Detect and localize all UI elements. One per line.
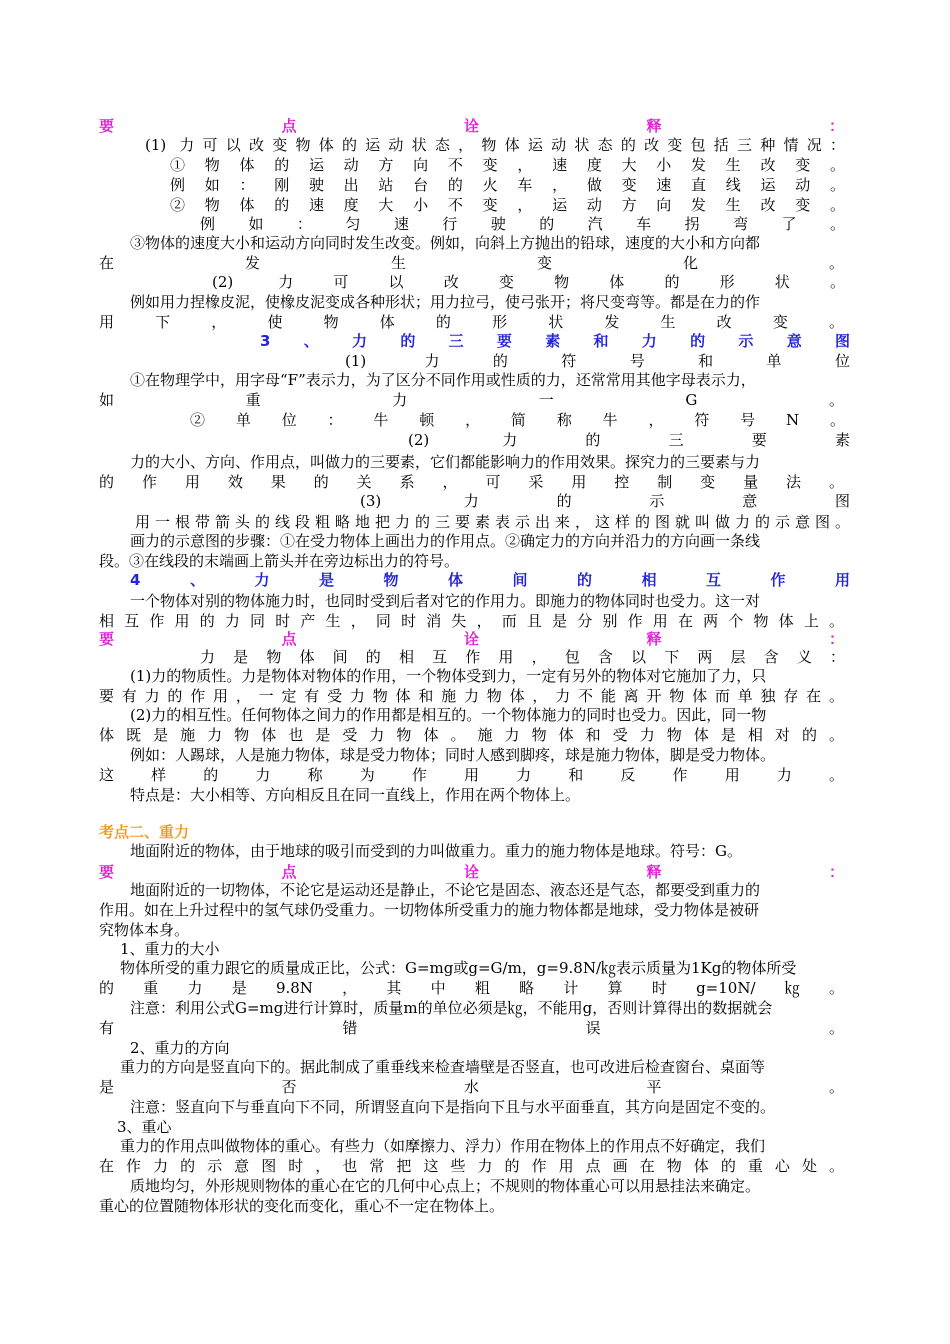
text-line: 究物体本身。	[99, 921, 190, 939]
text-line: 例如：人踢球，人是施力物体，球是受力物体；同时人感到脚疼，球是施力物体，脚是受力物体。	[130, 746, 776, 764]
text-line: 重心的位置随物体形状的变化而变化，重心不一定在物体上。	[99, 1197, 505, 1215]
text-line: 在作力的示意图时，也常把这些力的作用点画在物体的重心处。	[99, 1157, 844, 1175]
text-line: 地面附近的物体，由于地球的吸引而受到的力叫做重力。重力的施力物体是地球。符号：G。	[130, 842, 742, 860]
text-line: 这样的力称为作用力和反作用力。	[99, 766, 844, 784]
text-line: 例如：匀速行驶的汽车拐弯了。	[200, 215, 845, 233]
text-line: 有错误。	[99, 1019, 844, 1037]
text-line: (1) 力的符号和单位	[345, 352, 850, 370]
text-line: 2、重力的方向	[130, 1039, 230, 1057]
text-line: 质地均匀，外形规则物体的重心在它的几何中心点上；不规则的物体重心可以用悬挂法来确定。	[130, 1177, 761, 1195]
text-line: (1)力的物质性。力是物体对物体的作用，一个物体受到力，一定有另外的物体对它施加了力，只	[130, 667, 767, 685]
text-line: 地面附近的一切物体，不论它是运动还是静止，不论它是固态、液态还是气态，都要受到重力的	[130, 881, 761, 899]
text-line: 力是物体间的相互作用，包含以下两层含义：	[200, 648, 845, 666]
text-line: 例如用力捏橡皮泥，使橡皮泥变成各种形状；用力拉弓，使弓张开；将尺变弯等。都是在力的作	[130, 293, 761, 311]
text-line: 画力的示意图的步骤：①在受力物体上画出力的作用点。②确定力的方向并沿力的方向画一条线	[130, 532, 761, 550]
text-line: (3) 力的示意图	[360, 492, 850, 510]
text-line: ①在物理学中，用字母“F”表示力，为了区分不同作用或性质的力，还常常用其他字母表示力，	[130, 371, 756, 389]
text-line: (2) 力的三要素	[408, 431, 850, 449]
text-line: 物体所受的重力跟它的质量成正比，公式：G=mg或g=G/m，g=9.8N/㎏表示质量为1Kg的物体所受	[120, 959, 797, 977]
text-line: 段。③在线段的末端画上箭头并在旁边标出力的符号。	[99, 552, 460, 570]
text-line: 注意：利用公式G=mg进行计算时，质量m的单位必须是㎏，不能用g，否则计算得出的数据就会	[130, 999, 773, 1017]
text-line: ②物体的速度大小不变，运动方向发生改变。	[170, 196, 845, 214]
text-line: 一个物体对别的物体施力时，也同时受到后者对它的作用力。即施力的物体同时也受力。这一对	[130, 592, 761, 610]
text-line: 是否水平。	[99, 1078, 844, 1096]
text-line: (1) 力可以改变物体的运动状态，物体运动状态的改变包括三种情况：	[145, 136, 845, 154]
text-line: 要有力的作用，一定有受力物体和施力物体，力不能离开物体而单独存在。	[99, 687, 844, 705]
section-heading: 要点诠释：	[99, 863, 844, 881]
text-line: ③物体的速度大小和运动方向同时发生改变。例如，向斜上方抛出的铅球，速度的大小和方向都	[130, 234, 761, 252]
text-line: 体既是施力物体也是受力物体。施力物体和受力物体是相对的。	[99, 726, 844, 744]
text-line: 力的大小、方向、作用点，叫做力的三要素，它们都能影响力的作用效果。探究力的三要素与力	[130, 453, 761, 471]
text-line: 的重力是9.8N，其中粗略计算时g=10N/㎏。	[99, 979, 844, 997]
text-line: (2) 力可以改变物体的形状。	[212, 273, 845, 291]
section-heading: 考点二、重力	[99, 823, 190, 841]
section-heading: 要点诠释：	[99, 630, 844, 648]
text-line: ①物体的运动方向不变，速度大小发生改变。	[170, 156, 845, 174]
text-line: 重力的方向是竖直向下的。据此制成了重垂线来检查墙壁是否竖直，也可改进后检查窗台、桌面等	[120, 1058, 766, 1076]
section-heading: 要点诠释：	[99, 117, 844, 135]
text-line: 重力的作用点叫做物体的重心。有些力（如摩擦力、浮力）作用在物体上的作用点不好确定，我们	[120, 1137, 766, 1155]
text-line: ②单位：牛顿，简称牛，符号N。	[190, 411, 845, 429]
text-line: 注意：竖直向下与垂直向下不同，所谓竖直向下是指向下且与水平面垂直，其方向是固定不变的。	[130, 1098, 776, 1116]
text-line: 相互作用的力同时产生，同时消失，而且是分别作用在两个物体上。	[99, 612, 844, 630]
text-line: 1、重力的大小	[120, 940, 220, 958]
text-line: 例如：刚驶出站台的火车，做变速直线运动。	[170, 176, 845, 194]
text-line: 用一根带箭头的线段粗略地把力的三要素表示出来，这样的图就叫做力的示意图。	[135, 513, 850, 531]
text-line: (2)力的相互性。任何物体之间力的作用都是相互的。一个物体施力的同时也受力。因此，同一物	[130, 706, 767, 724]
text-line: 3、重心	[117, 1118, 172, 1136]
section-heading: 3、力的三要素和力的示意图	[260, 332, 850, 350]
text-line: 作用。如在上升过程中的氢气球仍受重力。一切物体所受重力的施力物体都是地球，受力物体是被研	[99, 901, 760, 919]
text-line: 如重力一G。	[99, 391, 844, 409]
text-line: 特点是：大小相等、方向相反且在同一直线上，作用在两个物体上。	[130, 786, 581, 804]
text-line: 用下，使物体的形状发生改变。	[99, 313, 844, 331]
section-heading: 4、力是物体间的相互作用	[130, 571, 850, 589]
text-line: 的作用效果的关系，可采用控制变量法。	[99, 473, 844, 491]
text-line: 在发生变化。	[99, 254, 844, 272]
